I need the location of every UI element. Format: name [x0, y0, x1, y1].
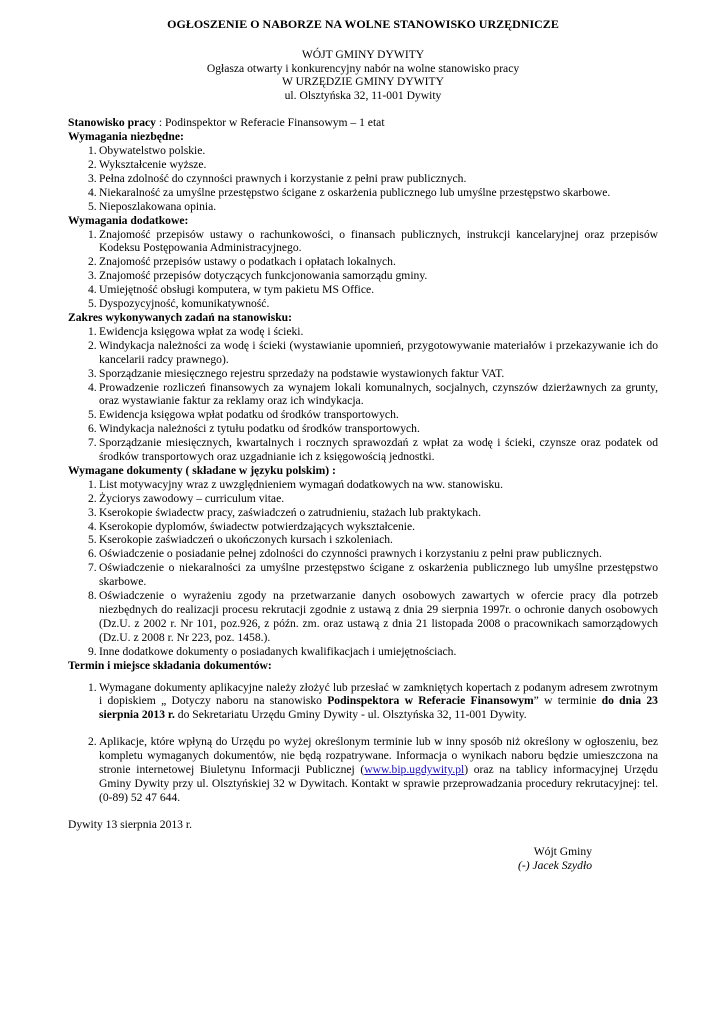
position-name-bold: Podinspektora w Referacie Finansowym: [327, 694, 534, 708]
list-item: [68, 339, 658, 367]
list-number: 1.: [88, 227, 97, 241]
list-number: 5.: [88, 199, 97, 213]
list-item-text: Ewidencja księgowa wpłat podatku od środków transportowych.: [99, 408, 399, 422]
list-item-text: Oświadczenie o niekaralności za umyślne przestępstwo ścigane z oskarżenia publicznego lub umyślne przestępstwo skarbowe.: [99, 561, 658, 589]
list-item-text: Znajomość przepisów ustawy o rachunkowości, o finansach publicznych, instrukcji kancelaryjnej oraz przepisów Kodeksu Postępowania Administracyjnego.: [99, 227, 658, 255]
list-item: [68, 492, 658, 506]
list-item-text: Obywatelstwo polskie.: [99, 144, 206, 158]
header-line-1: WÓJT GMINY DYWITY: [301, 47, 425, 61]
list-item: [68, 255, 658, 269]
list-number: 5.: [88, 297, 97, 311]
list-number: 7.: [88, 436, 97, 450]
list-item: [68, 200, 658, 214]
list-item-text: Oświadczenie o wyrażeniu zgody na przetwarzanie danych osobowych zawartych w ofercie pracy dla potrzeb niezbędnych do realizacji procesu rekrutacji zgodnie z ustawą z dnia 29 sierpnia 1997r. o ochronie danych osobowych (Dz.U. z 2002 r. Nr 101, poz.926, z późn. zm. oraz ustawą z dnia 21 listopada 2008 o pracownikach samorządowych (Dz.U. z 2008 r. Nr 223, poz. 1458.).: [99, 589, 658, 644]
list-number: 6.: [88, 422, 97, 436]
position-value: : Podinspektor w Referacie Finansowym – 1 etat: [155, 116, 385, 130]
list-item: [68, 645, 658, 659]
list-item-text: Znajomość przepisów dotyczących funkcjonowania samorządu gminy.: [99, 269, 428, 283]
list-number: 4.: [88, 380, 97, 394]
deadline-date-bold: do dnia 23 sierpnia 2013 r.: [99, 694, 658, 722]
list-item: [68, 228, 658, 256]
list-number: 9.: [88, 644, 97, 658]
list-number: 3.: [88, 366, 97, 380]
list-item: [68, 408, 658, 422]
list-item: [68, 172, 658, 186]
list-item: [68, 436, 658, 464]
list-number: 1.: [88, 324, 97, 338]
list-item: [68, 422, 658, 436]
list-number: 3.: [88, 505, 97, 519]
deadline-item-2: 2. Aplikacje, które wpłyną do Urzędu po wyżej określonym terminie lub w inny sposób niż określony w ogłoszeniu, bez kompletu wymaganych dokumentów, nie będą rozpatrywane. Informacja o wynikach naboru będzie umieszczona na stronie internetowej Biuletynu Informacji Publicznej (www.bip.ugdywity.pl) oraz na tablicy informacyjnej Urzędu Gminy Dywity przy ul. Olsztyńskiej 32 w Dywitach. Kontakt w sprawie przeprowadzania procedury rekrutacyjnej: tel. (0-89) 52 47 644.: [88, 735, 658, 804]
list-item-text: Znajomość przepisów ustawy o podatkach i opłatach lokalnych.: [99, 255, 396, 269]
list-item: [68, 381, 658, 409]
documents-list: [68, 478, 658, 659]
deadline-list: [68, 681, 658, 805]
list-number: 1.: [88, 680, 97, 694]
list-item-text: Oświadczenie o posiadanie pełnej zdolności do czynności prawnych i korzystaniu z pełni praw publicznych.: [99, 547, 602, 561]
place-date: Dywity 13 sierpnia 2013 r.: [68, 817, 192, 831]
header-line-2: Ogłasza otwarty i konkurencyjny nabór na wolne stanowisko pracy: [206, 61, 520, 75]
list-item: [68, 158, 658, 172]
document-page: [68, 18, 658, 873]
required-list: [68, 144, 658, 214]
list-number: 2.: [88, 338, 97, 352]
list-item-text: Wykształcenie wyższe.: [99, 158, 207, 171]
list-item-text: Windykacja należności za wodę i ścieki (wystawianie upomnień, przygotowywanie materiałów i przekazywanie ich do kancelarii radcy prawnego).: [99, 338, 658, 366]
list-number: 5.: [88, 533, 97, 547]
list-number: 3.: [88, 171, 97, 185]
list-number: 8.: [88, 589, 97, 603]
list-item-text: Nieposzlakowana opinia.: [99, 199, 217, 213]
list-item: [68, 547, 658, 561]
list-item: [68, 561, 658, 589]
list-item-text: List motywacyjny wraz z uwzględnieniem wymagań dodatkowych na ww. stanowisku.: [99, 477, 503, 491]
list-number: 4.: [88, 185, 97, 199]
list-item-text: Ewidencja księgowa wpłat za wodę i ścieki.: [99, 324, 304, 338]
tasks-list: [68, 325, 658, 464]
list-item-text: Sporządzanie miesięcznego rejestru sprzedaży na podstawie wystawionych faktur VAT.: [99, 366, 505, 380]
deadline-item-1: 1. Wymagane dokumenty aplikacyjne należy złożyć lub przesłać w zamkniętych kopertach z podanym adresem zwrotnym i dopiskiem „ Dotyczy naboru na stanowisko Podinspektora w Referacie Finansowym” w terminie do dnia 23 sierpnia 2013 r. do Sekretariatu Urzędu Gminy Dywity - ul. Olsztyńska 32, 11-001 Dywity.: [88, 680, 658, 722]
list-item: [68, 367, 658, 381]
list-number: 2.: [88, 491, 97, 505]
header-line-3: W URZĘDZIE GMINY DYWITY: [282, 75, 444, 89]
list-item-text: Życiorys zawodowy – curriculum vitae.: [99, 491, 285, 505]
bip-link[interactable]: www.bip.ugdywity.pl: [364, 763, 465, 777]
list-item-text: Pełna zdolność do czynności prawnych i korzystanie z pełni praw publicznych.: [99, 171, 467, 185]
list-item: [68, 144, 658, 158]
additional-heading: Wymagania dodatkowe:: [68, 213, 189, 227]
list-number: 2.: [88, 735, 97, 749]
list-item: [68, 506, 658, 520]
list-item-text: Niekaralność za umyślne przestępstwo ścigane z oskarżenia publicznego lub umyślne przestępstwo skarbowe.: [99, 185, 611, 199]
header-line-4: ul. Olsztyńska 32, 11-001 Dywity: [284, 88, 442, 102]
list-item: [68, 283, 658, 297]
list-number: 4.: [88, 519, 97, 533]
list-number: 4.: [88, 283, 97, 297]
list-number: 6.: [88, 547, 97, 561]
list-item-text: Windykacja należności z tytułu podatku od środków transportowych.: [99, 422, 420, 436]
position-line: [68, 116, 658, 130]
list-number: 2.: [88, 255, 97, 269]
announcement-title: OGŁOSZENIE O NABORZE NA WOLNE STANOWISKO URZĘDNICZE: [167, 17, 559, 31]
list-number: 1.: [88, 144, 97, 158]
header-block: [68, 48, 658, 102]
list-item: [68, 325, 658, 339]
required-heading: Wymagania niezbędne:: [68, 130, 184, 144]
list-item-text: Kserokopie świadectw pracy, zaświadczeń o zatrudnieniu, stażach lub praktykach.: [99, 505, 482, 519]
list-number: 5.: [88, 408, 97, 422]
list-number: 2.: [88, 158, 97, 171]
list-item-text: Prowadzenie rozliczeń finansowych za wynajem lokali komunalnych, socjalnych, czynszów dzierżawnych za grunty, oraz wystawianie faktur za reklamy oraz ich windykacja.: [99, 380, 658, 408]
list-item-text: Sporządzanie miesięcznych, kwartalnych i rocznych sprawozdań z wpłat za wodę i ścieki, czynsze oraz podatek od środków transportowych oraz uzgadnianie ich z księgowością jednostki.: [99, 436, 658, 464]
list-number: 3.: [88, 269, 97, 283]
list-item: [68, 520, 658, 534]
list-item: [68, 297, 658, 311]
signature-name: (-) Jacek Szydło: [517, 858, 592, 872]
list-item: [68, 589, 658, 645]
list-number: 1.: [88, 477, 97, 491]
position-label: Stanowisko pracy: [68, 116, 156, 130]
list-item: [68, 186, 658, 200]
list-item: [68, 533, 658, 547]
list-item: [68, 269, 658, 283]
signature-role: Wójt Gminy: [533, 844, 592, 858]
deadline-heading: Termin i miejsce składania dokumentów:: [68, 658, 272, 672]
tasks-heading: Zakres wykonywanych zadań na stanowisku:: [68, 310, 292, 324]
additional-list: [68, 228, 658, 311]
list-item-text: Dyspozycyjność, komunikatywność.: [99, 297, 270, 311]
list-item-text: Kserokopie dyplomów, świadectw potwierdzających wykształcenie.: [99, 519, 416, 533]
list-number: 7.: [88, 561, 97, 575]
list-item: [68, 478, 658, 492]
list-item-text: Umiejętność obsługi komputera, w tym pakietu MS Office.: [99, 283, 375, 297]
list-item-text: Kserokopie zaświadczeń o ukończonych kursach i szkoleniach.: [99, 533, 393, 547]
list-item-text: Inne dodatkowe dokumenty o posiadanych kwalifikacjach i umiejętnościach.: [99, 644, 457, 658]
documents-heading: Wymagane dokumenty ( składane w języku polskim) :: [68, 463, 336, 477]
